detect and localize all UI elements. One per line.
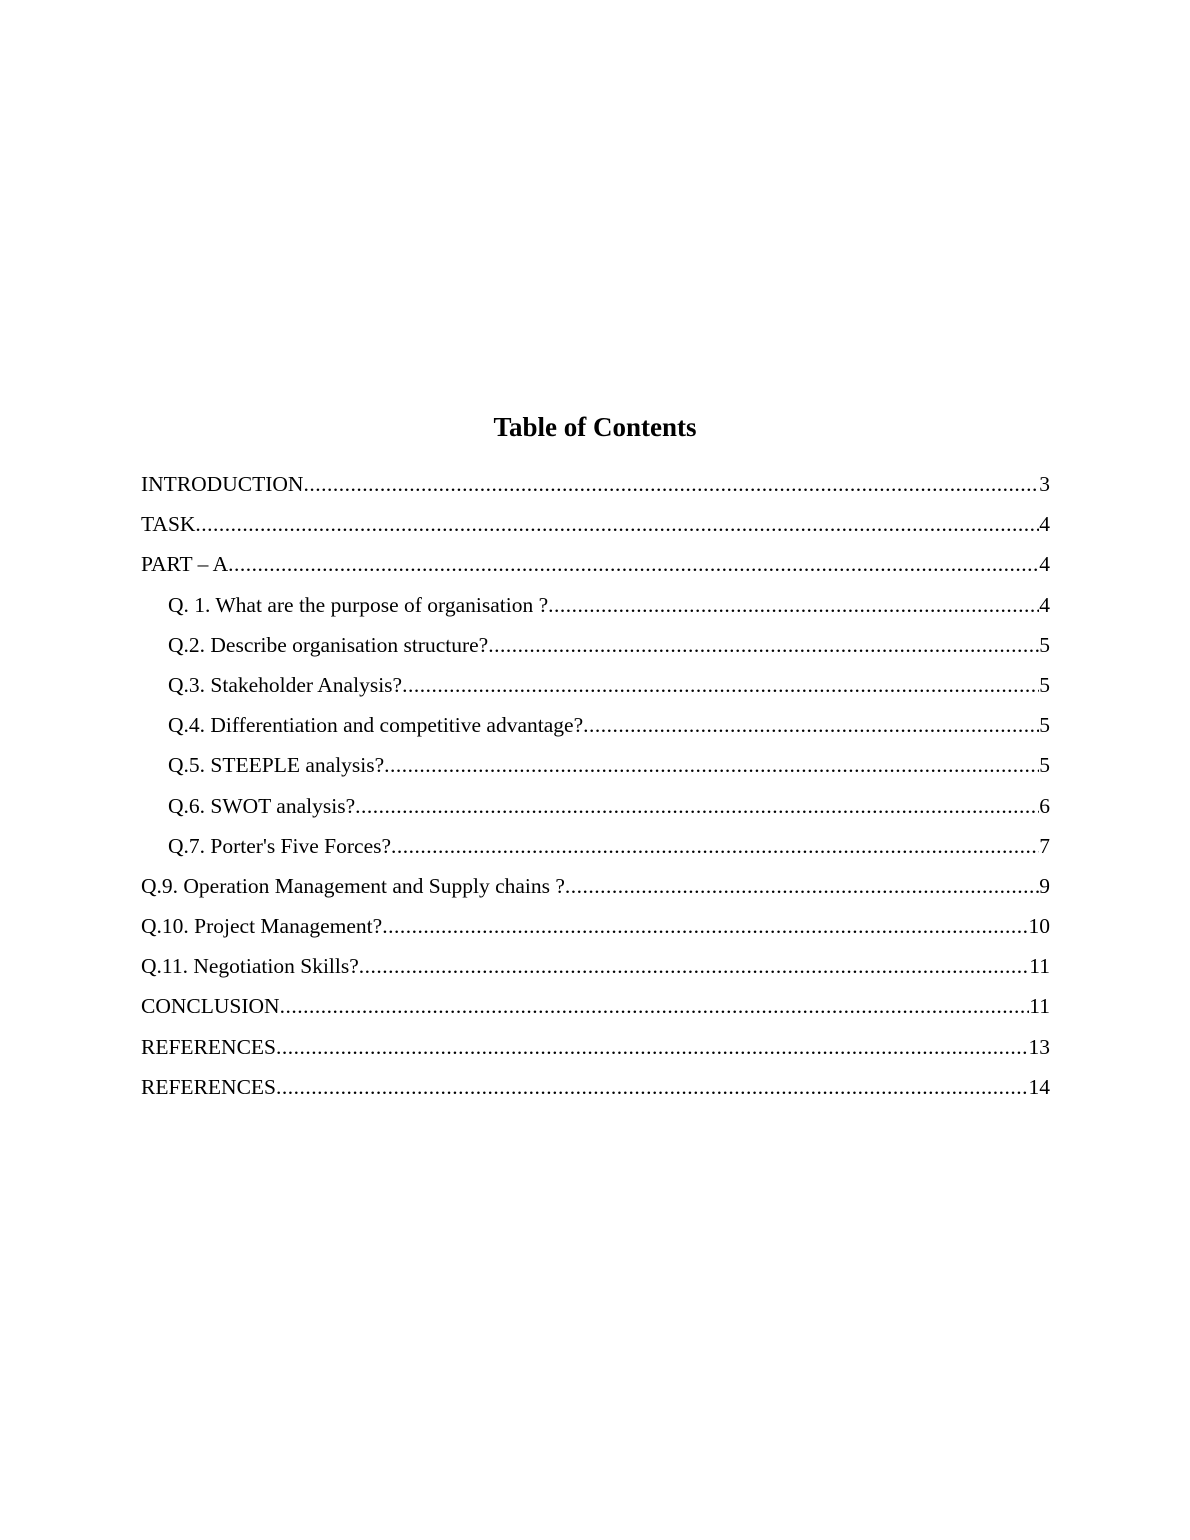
toc-dot-leader xyxy=(382,907,1028,945)
toc-entry-page: 7 xyxy=(1039,833,1050,858)
toc-entry[interactable] xyxy=(141,1068,1050,1108)
toc-entry-label: Q.5. STEEPLE analysis? xyxy=(168,753,385,778)
toc-entry-page: 4 xyxy=(1039,512,1050,537)
toc-entry-label: Q.3. Stakeholder Analysis? xyxy=(168,672,403,697)
toc-entry[interactable] xyxy=(141,465,1050,505)
toc-dot-leader xyxy=(228,545,1039,583)
toc-entry[interactable] xyxy=(141,666,1050,706)
toc-entry-label: CONCLUSION xyxy=(141,994,280,1019)
toc-entry-page: 11 xyxy=(1029,954,1050,979)
toc-entry[interactable] xyxy=(141,505,1050,545)
toc-entry-page: 10 xyxy=(1028,914,1050,939)
toc-entry-label: REFERENCES xyxy=(141,1074,276,1099)
toc-entry-label: INTRODUCTION xyxy=(141,472,304,496)
toc-entry-page: 6 xyxy=(1039,793,1050,818)
toc-dot-leader xyxy=(195,505,1039,543)
toc-entry[interactable] xyxy=(141,1028,1050,1068)
toc-title: Table of Contents xyxy=(493,412,697,442)
toc-entry[interactable] xyxy=(141,626,1050,666)
toc-entry-label: PART – A xyxy=(141,552,229,577)
toc-entry-label: Q.2. Describe organisation structure? xyxy=(168,632,489,657)
toc-entry-label: Q.9. Operation Management and Supply chains ? xyxy=(141,873,565,898)
toc-dot-leader xyxy=(384,746,1039,784)
toc-dot-leader xyxy=(303,465,1039,503)
toc-entry-page: 13 xyxy=(1028,1034,1050,1059)
toc-entry[interactable] xyxy=(141,907,1050,947)
toc-entry-label: Q. 1. What are the purpose of organisation ? xyxy=(168,592,549,617)
toc-entry[interactable] xyxy=(141,545,1050,585)
toc-list xyxy=(141,465,1050,1108)
toc-entry-label: Q.6. SWOT analysis? xyxy=(168,793,356,818)
toc-entry[interactable] xyxy=(141,746,1050,786)
toc-entry-page: 9 xyxy=(1039,873,1050,898)
toc-entry[interactable] xyxy=(141,947,1050,987)
toc-entry-page: 5 xyxy=(1039,672,1050,697)
toc-dot-leader xyxy=(280,987,1030,1025)
toc-entry-page: 5 xyxy=(1039,753,1050,778)
toc-dot-leader xyxy=(583,706,1039,744)
toc-entry-label: TASK xyxy=(141,512,196,537)
toc-entry-label: Q.7. Porter's Five Forces? xyxy=(168,833,392,858)
toc-entry[interactable] xyxy=(141,987,1050,1027)
toc-entry-page: 4 xyxy=(1039,592,1050,617)
toc-dot-leader xyxy=(276,1068,1029,1106)
toc-dot-leader xyxy=(548,586,1039,624)
toc-entry-label: Q.10. Project Management? xyxy=(141,914,383,939)
toc-entry[interactable] xyxy=(141,787,1050,827)
toc-entry[interactable] xyxy=(141,827,1050,867)
toc-dot-leader xyxy=(276,1028,1029,1066)
toc-entry-page: 3 xyxy=(1039,472,1050,496)
toc-dot-leader xyxy=(402,666,1039,704)
toc-entry-page: 11 xyxy=(1029,994,1050,1019)
toc-entry[interactable] xyxy=(141,867,1050,907)
toc-entry-page: 5 xyxy=(1039,713,1050,738)
toc-dot-leader xyxy=(391,827,1039,865)
toc-entry-page: 5 xyxy=(1039,632,1050,657)
toc-entry-page: 14 xyxy=(1028,1074,1050,1099)
toc-dot-leader xyxy=(355,787,1039,825)
toc-entry-label: REFERENCES xyxy=(141,1034,276,1059)
toc-dot-leader xyxy=(565,867,1039,905)
toc-entry-label: Q.4. Differentiation and competitive advantage? xyxy=(168,713,584,738)
toc-entry[interactable] xyxy=(141,706,1050,746)
toc-entry[interactable] xyxy=(141,586,1050,626)
toc-dot-leader xyxy=(488,626,1039,664)
toc-entry-label: Q.11. Negotiation Skills? xyxy=(141,954,359,979)
toc-dot-leader xyxy=(359,947,1030,985)
toc-entry-page: 4 xyxy=(1039,552,1050,577)
